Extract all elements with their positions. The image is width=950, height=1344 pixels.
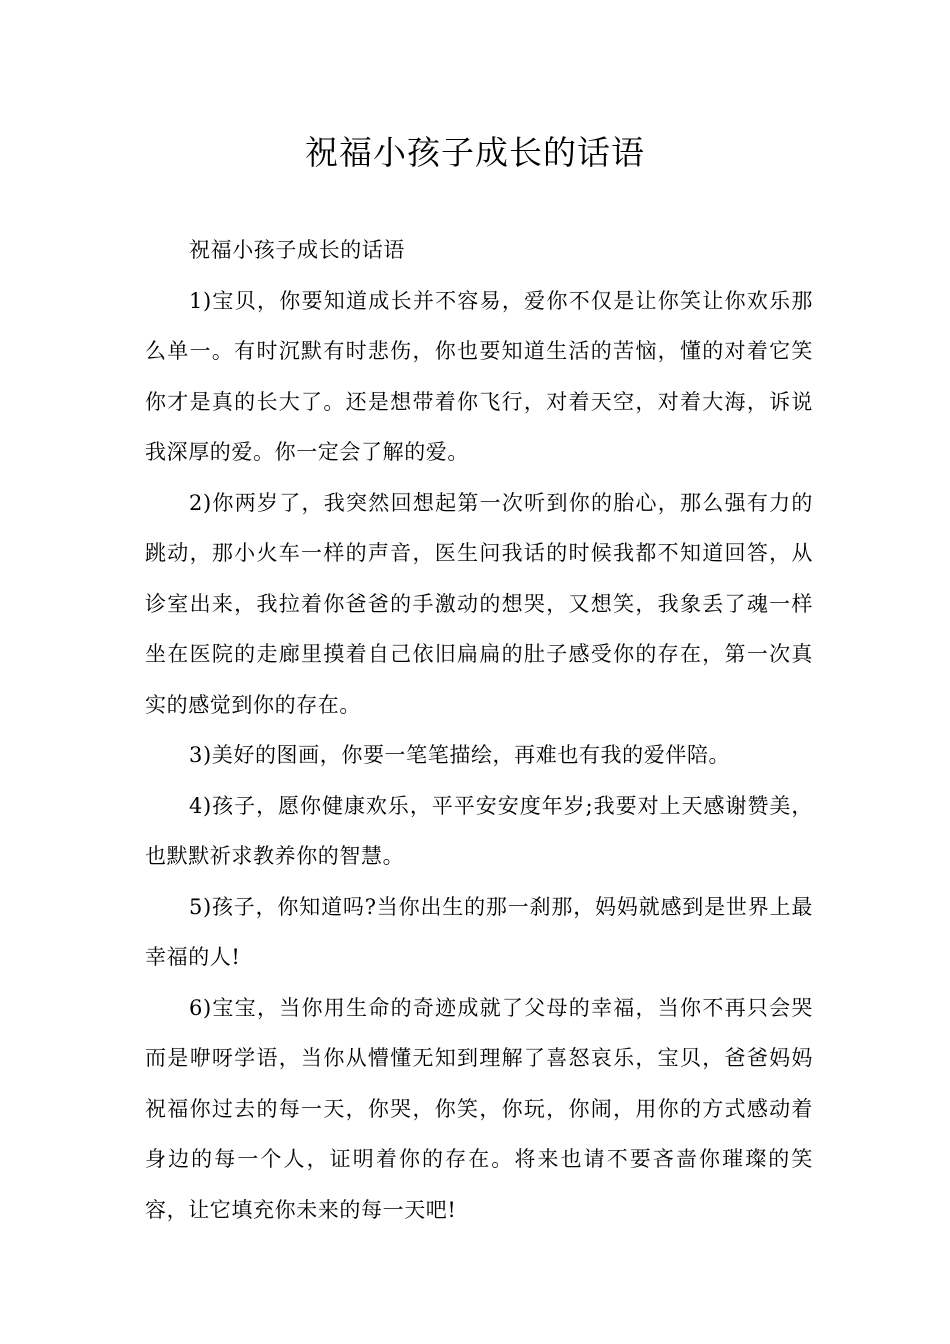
paragraph-1: 1)宝贝，你要知道成长并不容易，爱你不仅是让你笑让你欢乐那么单一。有时沉默有时悲伤，你也要知道生活的苦恼，懂的对着它笑你才是真的长大了。还是想带着你飞行，对着天空，对着大海，诉说我深厚的爱。你一定会了解的爱。 [145, 288, 813, 464]
document-body [145, 225, 813, 1235]
document-title: 祝福小孩子成长的话语 [305, 133, 645, 172]
paragraph-5: 5)孩子，你知道吗?当你出生的那一刹那，妈妈就感到是世界上最幸福的人! [145, 894, 813, 969]
paragraph-3: 3)美好的图画，你要一笔笔描绘，再难也有我的爱伴陪。 [189, 743, 731, 767]
paragraph-subtitle: 祝福小孩子成长的话语 [189, 238, 405, 262]
paragraph-2: 2)你两岁了，我突然回想起第一次听到你的胎心，那么强有力的跳动，那小火车一样的声音，医生问我话的时候我都不知道回答，从诊室出来，我拉着你爸爸的手激动的想哭，又想笑，我象丢了魂一样坐在医院的走廊里摸着自己依旧扁扁的肚子感受你的存在，第一次真实的感觉到你的存在。 [145, 490, 813, 717]
paragraph-4: 4)孩子，愿你健康欢乐，平平安安度年岁;我要对上天感谢赞美，也默默祈求教养你的智慧。 [145, 793, 813, 868]
paragraph-6: 6)宝宝，当你用生命的奇迹成就了父母的幸福，当你不再只会哭而是咿呀学语，当你从懵懂无知到理解了喜怒哀乐，宝贝，爸爸妈妈祝福你过去的每一天，你哭，你笑，你玩，你闹，用你的方式感动着身边的每一个人，证明着你的存在。将来也请不要吝啬你璀璨的笑容，让它填充你未来的每一天吧! [145, 995, 813, 1222]
